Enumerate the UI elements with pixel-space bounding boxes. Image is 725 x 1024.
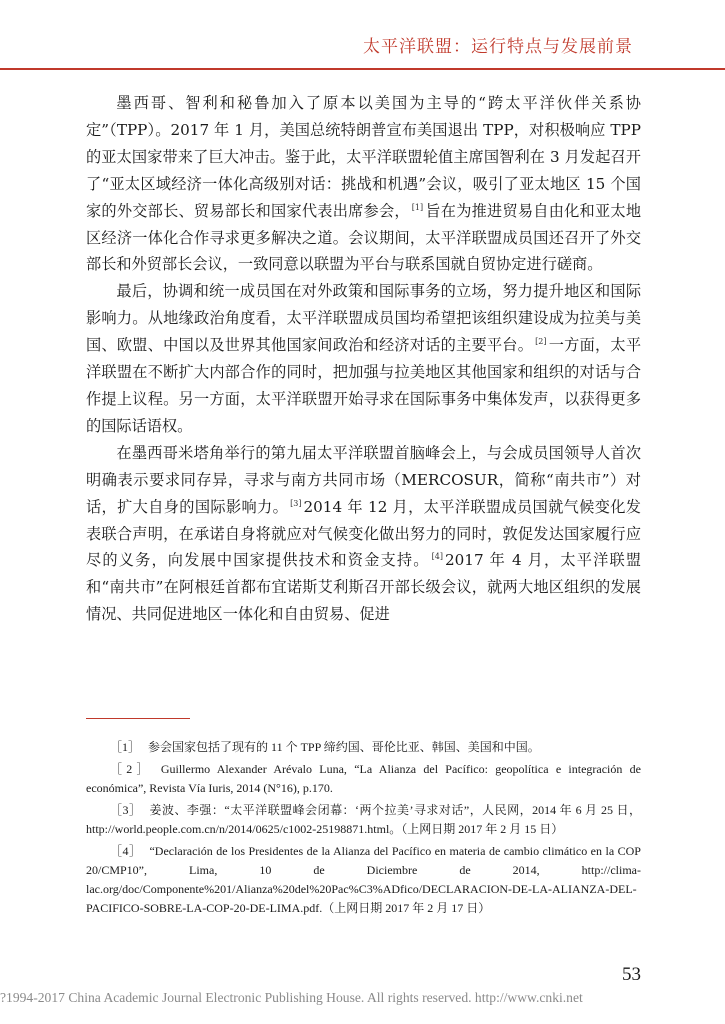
footnote-ref[interactable]: [2] (535, 337, 547, 347)
footnote: ［2］ Guillermo Alexander Arévalo Luna, “La Alianza del Pacífico: geopolítica e integración de económica”, Revista Vía Iuris, 2014 (N°16), p.170. (86, 762, 641, 795)
footnote: ［3］ 姜波、李强：“太平洋联盟峰会闭幕：‘两个拉美’寻求对话”，人民网，2014 年 6 月 25 日， http://world.people.com.cn/n/2014/0625/c1002-25198871.html。（上网日期 2017 年 2 月 15 日） (86, 803, 641, 836)
footnote-ref[interactable]: [4] (431, 552, 443, 562)
copyright-watermark: ?1994-2017 China Academic Journal Electronic Publishing House. All rights reserved. http://www.cnki.net (0, 990, 583, 1005)
paragraph: 最后，协调和统一成员国在对外政策和国际事务的立场，努力提升地区和国际影响力。从地缘政治角度看，太平洋联盟成员国均希望把该组织建设成为拉美与美国、欧盟、中国以及世界其他国家间政治和经济对话的主要平台。 [2] 一方面，太平洋联盟在不断扩大内部合作的同时，把加强与拉美地区其他国家和组织的对话与合作提上议程。另一方面，太平洋联盟开始寻求在国际事务中集体发声，以获得更多的国际话语权。 (86, 282, 642, 435)
header-rule (0, 68, 725, 70)
footnotes (86, 738, 641, 921)
footnote: ［1］ 参会国家包括了现有的 11 个 TPP 缔约国、哥伦比亚、韩国、美国和中国。 (110, 740, 540, 754)
footnote-separator (86, 718, 190, 719)
footnote: ［4］ “Declaración de los Presidentes de la Alianza del Pacífico en materia de cambio climático en la COP 20/CMP10”, Lima, 10 de Diciembre de 2014, http://clima-lac.org/doc/Componente%201/Alianza%20del%20Pac%C3%ADfico/DECLARACION-DE-LA-ALIANZA-DEL-PACIFICO-SOBRE-LA-COP-20-DE-LIMA.pdf.（上网日期 2017 年 2 月 17 日） (86, 844, 641, 915)
running-header: 太平洋联盟：运行特点与发展前景 (363, 37, 633, 57)
main-text (86, 90, 641, 628)
paragraph: 墨西哥、智利和秘鲁加入了原本以美国为主导的“跨太平洋伙伴关系协定”（TPP）。2017 年 1 月，美国总统特朗普宣布美国退出 TPP，对积极响应 TPP 的亚太国家带来了巨大冲击。鉴于此，太平洋联盟轮值主席国智利在 3 月发起召开了“亚太区域经济一体化高级别对话：挑战和机遇”会议，吸引了亚太地区 15 个国家的外交部长、贸易部长和国家代表出席参会， [1] 旨在为推进贸易自由化和亚太地区经济一体化合作寻求更多解决之道。会议期间，太平洋联盟成员国还召开了外交部长和外贸部长会议，一致同意以联盟为平台与联系国就自贸协定进行磋商。 (86, 94, 642, 274)
footnote-ref[interactable]: [1] (411, 202, 424, 212)
footnote-ref[interactable]: [3] (290, 498, 302, 508)
page-number: 53 (622, 964, 641, 985)
paragraph: 在墨西哥米塔角举行的第九届太平洋联盟首脑峰会上，与会成员国领导人首次明确表示要求同存异，寻求与南方共同市场（MERCOSUR，简称“南共市”）对话，扩大自身的国际影响力。 [3] 2014 年 12 月，太平洋联盟成员国就气候变化发表联合声明，在承诺自身将就应对气候变化做出努力的同时，敦促发达国家履行应尽的义务，向发展中国家提供技术和资金支持。 [4] 2017 年 4 月，太平洋联盟和“南共市”在阿根廷首都布宜诺斯艾利斯召开部长级会议，就两大地区组织的发展情况、共同促进地区一体化和自由贸易、促进 (86, 443, 642, 624)
